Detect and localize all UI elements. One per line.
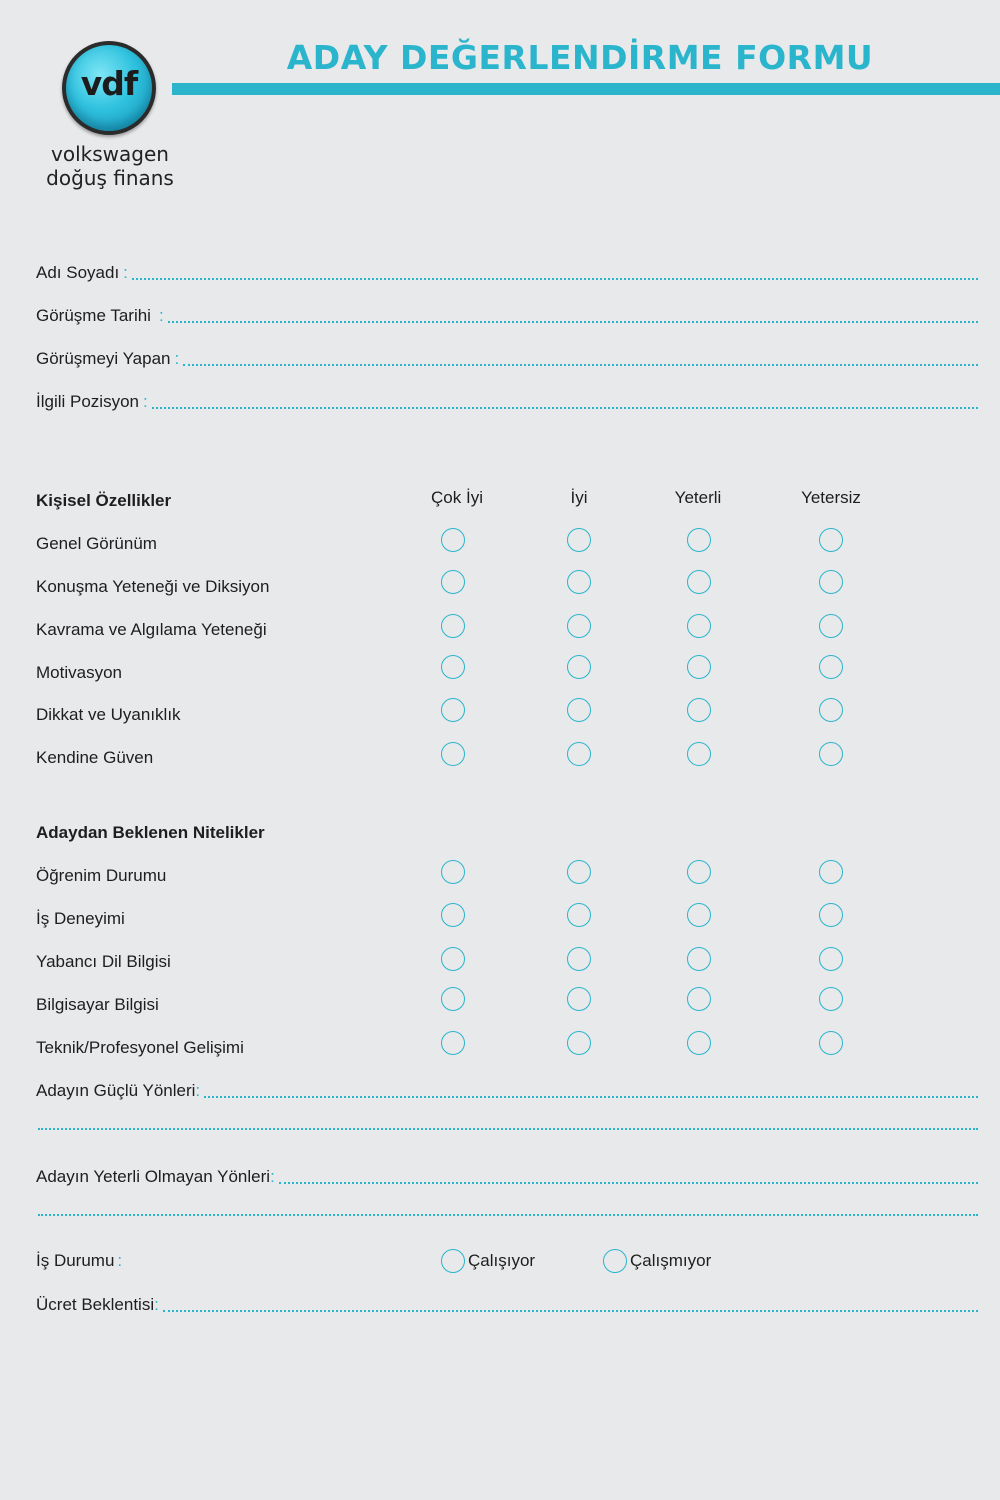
qualification-rating-5-sufficient-radio[interactable] bbox=[687, 1031, 711, 1055]
weaknesses-label: Adayın Yeterli Olmayan Yönleri bbox=[36, 1167, 271, 1186]
qualification-rating-3-good-radio[interactable] bbox=[567, 947, 591, 971]
personal-item-speech: Konuşma Yeteneği ve Diksiyon bbox=[36, 577, 270, 596]
qualification-rating-1-very-good-radio[interactable] bbox=[441, 860, 465, 884]
qualification-rating-4-insufficient-radio[interactable] bbox=[819, 987, 843, 1011]
employment-status bbox=[36, 1251, 122, 1271]
personal-item-confidence: Kendine Güven bbox=[36, 748, 154, 767]
personal-rating-5-sufficient-radio[interactable] bbox=[687, 698, 711, 722]
personal-rating-1-sufficient-radio[interactable] bbox=[687, 528, 711, 552]
personal-rating-3-good-radio[interactable] bbox=[567, 614, 591, 638]
qualification-rating-5-good-radio[interactable] bbox=[567, 1031, 591, 1055]
position-colon: : bbox=[143, 392, 148, 411]
qualification-item-experience: İş Deneyimi bbox=[36, 909, 125, 928]
qualification-item-language: Yabancı Dil Bilgisi bbox=[36, 952, 171, 971]
qualification-item-professional: Teknik/Profesyonel Gelişimi bbox=[36, 1038, 244, 1057]
personal-section-title: Kişisel Özellikler bbox=[36, 491, 172, 510]
qualification-rating-2-very-good-radio[interactable] bbox=[441, 903, 465, 927]
interview-date-dotted-line[interactable] bbox=[168, 321, 978, 323]
column-good: İyi bbox=[570, 488, 588, 507]
weaknesses-dotted-line-2[interactable] bbox=[38, 1214, 978, 1216]
qualification-rating-3-insufficient-radio[interactable] bbox=[819, 947, 843, 971]
not-working-label: Çalışmıyor bbox=[630, 1251, 712, 1270]
interviewer-field[interactable] bbox=[36, 345, 978, 369]
position-field[interactable] bbox=[36, 388, 978, 412]
personal-rating-3-insufficient-radio[interactable] bbox=[819, 614, 843, 638]
not-working-radio[interactable] bbox=[603, 1249, 627, 1273]
column-very-good: Çok İyi bbox=[431, 488, 483, 507]
name-dotted-line[interactable] bbox=[132, 278, 978, 280]
personal-rating-3-sufficient-radio[interactable] bbox=[687, 614, 711, 638]
working-radio[interactable] bbox=[441, 1249, 465, 1273]
personal-rating-2-good-radio[interactable] bbox=[567, 570, 591, 594]
personal-rating-6-very-good-radio[interactable] bbox=[441, 742, 465, 766]
personal-rating-4-good-radio[interactable] bbox=[567, 655, 591, 679]
personal-rating-3-very-good-radio[interactable] bbox=[441, 614, 465, 638]
personal-rating-2-sufficient-radio[interactable] bbox=[687, 570, 711, 594]
personal-item-motivation: Motivasyon bbox=[36, 663, 122, 682]
personal-rating-2-very-good-radio[interactable] bbox=[441, 570, 465, 594]
qualification-rating-1-sufficient-radio[interactable] bbox=[687, 860, 711, 884]
personal-rating-1-good-radio[interactable] bbox=[567, 528, 591, 552]
qualification-rating-1-insufficient-radio[interactable] bbox=[819, 860, 843, 884]
name-field[interactable] bbox=[36, 259, 978, 283]
qualification-rating-2-good-radio[interactable] bbox=[567, 903, 591, 927]
interviewer-colon: : bbox=[174, 349, 180, 368]
personal-rating-1-insufficient-radio[interactable] bbox=[819, 528, 843, 552]
salary-field[interactable] bbox=[36, 1291, 978, 1315]
qualification-rating-1-good-radio[interactable] bbox=[567, 860, 591, 884]
qualification-rating-2-sufficient-radio[interactable] bbox=[687, 903, 711, 927]
personal-rating-1-very-good-radio[interactable] bbox=[441, 528, 465, 552]
interview-date-colon: : bbox=[158, 306, 164, 325]
employment-colon: : bbox=[117, 1251, 123, 1270]
logo-text: vdf bbox=[80, 64, 138, 103]
qualification-rating-4-very-good-radio[interactable] bbox=[441, 987, 465, 1011]
personal-rating-5-good-radio[interactable] bbox=[567, 698, 591, 722]
personal-rating-2-insufficient-radio[interactable] bbox=[819, 570, 843, 594]
qualification-item-computer: Bilgisayar Bilgisi bbox=[36, 995, 159, 1014]
personal-item-comprehension: Kavrama ve Algılama Yeteneği bbox=[36, 620, 267, 639]
qualification-rating-4-sufficient-radio[interactable] bbox=[687, 987, 711, 1011]
employment-label: İş Durumu bbox=[36, 1251, 115, 1270]
strengths-dotted-line[interactable] bbox=[204, 1096, 978, 1098]
brand-line-2: doğuş finans bbox=[46, 166, 174, 190]
personal-rating-5-very-good-radio[interactable] bbox=[441, 698, 465, 722]
vdf-logo bbox=[62, 41, 156, 135]
weaknesses-colon: : bbox=[270, 1167, 275, 1186]
weaknesses-field[interactable] bbox=[36, 1163, 978, 1187]
qualification-rating-3-very-good-radio[interactable] bbox=[441, 947, 465, 971]
strengths-colon: : bbox=[195, 1081, 201, 1100]
personal-rating-4-very-good-radio[interactable] bbox=[441, 655, 465, 679]
salary-dotted-line[interactable] bbox=[163, 1310, 978, 1312]
personal-rating-5-insufficient-radio[interactable] bbox=[819, 698, 843, 722]
position-dotted-line[interactable] bbox=[152, 407, 978, 409]
interview-date-label: Görüşme Tarihi bbox=[36, 306, 151, 325]
personal-rating-6-insufficient-radio[interactable] bbox=[819, 742, 843, 766]
name-label: Adı Soyadı bbox=[36, 263, 120, 282]
qualification-rating-4-good-radio[interactable] bbox=[567, 987, 591, 1011]
personal-item-attention: Dikkat ve Uyanıklık bbox=[36, 705, 181, 724]
interview-date-field[interactable] bbox=[36, 302, 978, 326]
personal-rating-4-insufficient-radio[interactable] bbox=[819, 655, 843, 679]
name-colon: : bbox=[123, 263, 128, 282]
position-label: İlgili Pozisyon bbox=[36, 392, 139, 411]
title-underline-bar bbox=[172, 83, 1000, 95]
qualifications-section-title: Adaydan Beklenen Nitelikler bbox=[36, 823, 265, 842]
column-insufficient: Yetersiz bbox=[801, 488, 861, 507]
strengths-field[interactable] bbox=[36, 1077, 978, 1101]
qualification-rating-5-very-good-radio[interactable] bbox=[441, 1031, 465, 1055]
personal-rating-4-sufficient-radio[interactable] bbox=[687, 655, 711, 679]
weaknesses-dotted-line[interactable] bbox=[279, 1182, 978, 1184]
brand-name bbox=[30, 142, 190, 190]
personal-rating-6-sufficient-radio[interactable] bbox=[687, 742, 711, 766]
working-label: Çalışıyor bbox=[468, 1251, 536, 1270]
strengths-label: Adayın Güçlü Yönleri bbox=[36, 1081, 196, 1100]
strengths-dotted-line-2[interactable] bbox=[38, 1128, 978, 1130]
qualification-rating-3-sufficient-radio[interactable] bbox=[687, 947, 711, 971]
interviewer-dotted-line[interactable] bbox=[183, 364, 978, 366]
qualification-rating-5-insufficient-radio[interactable] bbox=[819, 1031, 843, 1055]
column-sufficient: Yeterli bbox=[674, 488, 722, 507]
brand-line-1: volkswagen bbox=[51, 142, 169, 166]
salary-label: Ücret Beklentisi bbox=[36, 1295, 155, 1314]
qualification-rating-2-insufficient-radio[interactable] bbox=[819, 903, 843, 927]
qualification-item-education: Öğrenim Durumu bbox=[36, 866, 167, 885]
personal-rating-6-good-radio[interactable] bbox=[567, 742, 591, 766]
interviewer-label: Görüşmeyi Yapan bbox=[36, 349, 171, 368]
salary-colon: : bbox=[154, 1295, 159, 1314]
personal-item-appearance: Genel Görünüm bbox=[36, 534, 157, 553]
form-title: ADAY DEĞERLENDİRME FORMU bbox=[286, 38, 874, 77]
